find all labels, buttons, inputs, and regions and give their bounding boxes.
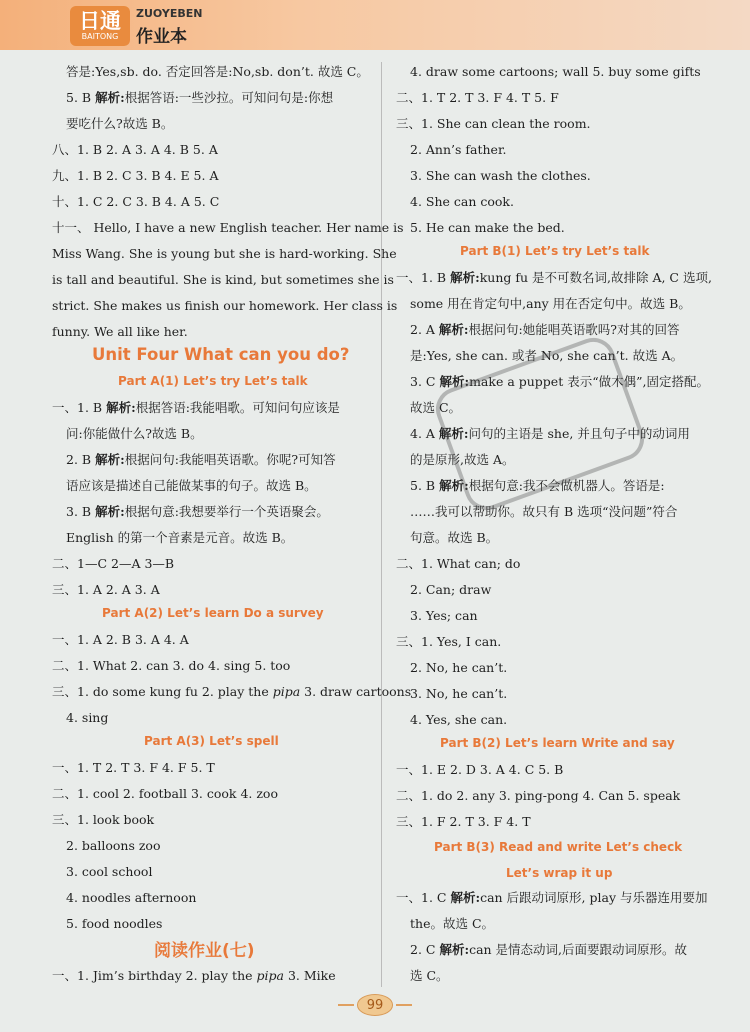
answer-line: 九、1. B 2. C 3. B 4. E 5. A [52,168,219,183]
answer-line: 三、1. look book [52,812,155,827]
answer-line: ……我可以帮助你。故只有 B 选项“没问题”符合 [410,504,678,519]
answer-line: strict. She makes us finish our homework. Her class is [52,298,398,313]
answer-line: 3. No, he can’t. [410,686,508,701]
section-heading: Part B(2) Let’s learn Write and say [440,736,675,750]
logo-main-text: 日通 [79,9,121,33]
column-divider [381,62,382,987]
section-heading: Let’s wrap it up [506,866,613,880]
answer-line: 3. cool school [66,864,153,879]
answer-line: 一、1. C 解析:can 后跟动词原形, play 与乐器连用要加 [396,890,708,905]
answer-line: 答是:Yes,sb. do. 否定回答是:No,sb. don’t. 故选 C。 [66,64,369,79]
answer-line: some 用在肯定句中,any 用在否定句中。故选 B。 [410,296,691,311]
answer-line: 5. He can make the bed. [410,220,565,235]
answer-line: 4. sing [66,710,109,725]
answer-line: 是:Yes, she can. 或者 No, she can’t. 故选 A。 [410,348,684,363]
answer-line: 一、1. E 2. D 3. A 4. C 5. B [396,762,564,777]
unit-title: Unit Four What can you do? [92,345,350,364]
answer-line: 选 C。 [410,968,449,983]
answer-line: 一、1. B 解析:kung fu 是不可数名词,故排除 A, C 选项, [396,270,712,285]
header-banner [0,0,750,50]
answer-line: 二、1. cool 2. football 3. cook 4. zoo [52,786,278,801]
reading-title: 阅读作业(七) [154,941,255,961]
answer-line: 一、1. A 2. B 3. A 4. A [52,632,189,647]
answer-line: 一、1. T 2. T 3. F 4. F 5. T [52,760,215,775]
ornament-left [338,1004,354,1006]
brand-logo [70,6,130,46]
answer-line: 三、1. F 2. T 3. F 4. T [396,814,531,829]
answer-line: 3. She can wash the clothes. [410,168,591,183]
answer-line: 2. B 解析:根据问句:我能唱英语歌。你呢?可知答 [66,452,336,467]
answer-line: 2. A 解析:根据问句:她能唱英语歌吗?对其的回答 [410,322,680,337]
section-heading: Part B(3) Read and write Let’s check [434,840,683,854]
ornament-right [396,1004,412,1006]
answer-line: 2. balloons zoo [66,838,161,853]
answer-line: 一、1. Jim’s birthday 2. play the pipa 3. Mike [52,968,336,983]
logo-sub-text: BAITONG [81,32,119,41]
answer-line: 三、1. do some kung fu 2. play the pipa 3. draw cartoons [52,684,412,699]
answer-line: 十、1. C 2. C 3. B 4. A 5. C [52,194,220,209]
answer-line: 5. food noodles [66,916,163,931]
answer-line: 4. A 解析:问句的主语是 she, 并且句子中的动词用 [410,426,690,441]
answer-line: 语应该是描述自己能做某事的句子。故选 B。 [66,478,317,493]
brand-chinese: 作业本 [136,27,187,47]
answer-line: 问:你能做什么?故选 B。 [66,426,203,441]
answer-line: 4. noodles afternoon [66,890,197,905]
answer-line: 5. B 解析:根据句意:我不会做机器人。答语是: [410,478,665,493]
answer-line: Miss Wang. She is young but she is hard-working. She [52,246,397,261]
answer-line: 5. B 解析:根据答语:一些沙拉。可知问句是:你想 [66,90,334,105]
answer-line: English 的第一个音素是元音。故选 B。 [66,530,294,545]
answer-line: 4. draw some cartoons; wall 5. buy some gifts [410,64,701,79]
answer-line: 二、1. What 2. can 3. do 4. sing 5. too [52,658,291,673]
answer-line: 二、1. What can; do [396,556,521,571]
answer-line: 二、1. T 2. T 3. F 4. T 5. F [396,90,559,105]
page-number: 99 [357,994,394,1016]
answer-line: 2. Can; draw [410,582,492,597]
answer-line: 二、1. do 2. any 3. ping-pong 4. Can 5. speak [396,788,681,803]
answer-line: 2. C 解析:can 是情态动词,后面要跟动词原形。故 [410,942,688,957]
answer-line: 3. Yes; can [410,608,478,623]
answer-line: 三、1. Yes, I can. [396,634,502,649]
section-heading: Part A(2) Let’s learn Do a survey [102,606,324,620]
answer-line: 八、1. B 2. A 3. A 4. B 5. A [52,142,218,157]
answer-line: 3. C 解析:make a puppet 表示“做木偶”,固定搭配。 [410,374,709,389]
answer-line: is tall and beautiful. She is kind, but sometimes she is [52,272,394,287]
answer-line: 故选 C。 [410,400,462,415]
answer-line: 要吃什么?故选 B。 [66,116,174,131]
answer-line: 句意。故选 B。 [410,530,499,545]
answer-line: the。故选 C。 [410,916,495,931]
section-heading: Part A(1) Let’s try Let’s talk [118,374,308,388]
answer-line: 2. No, he can’t. [410,660,508,675]
answer-line: 二、1—C 2—A 3—B [52,556,175,571]
brand-english: ZUOYEBEN [136,7,203,20]
answer-line: 一、1. B 解析:根据答语:我能唱歌。可知问句应该是 [52,400,340,415]
section-heading: Part B(1) Let’s try Let’s talk [460,244,650,258]
page-number-badge [335,992,415,1018]
answer-line: 的是原形,故选 A。 [410,452,515,467]
section-heading: Part A(3) Let’s spell [144,734,279,748]
answer-line: 2. Ann’s father. [410,142,507,157]
answer-line: funny. We all like her. [52,324,188,339]
answer-line: 三、1. She can clean the room. [396,116,591,131]
answer-line: 3. B 解析:根据句意:我想要举行一个英语聚会。 [66,504,329,519]
answer-line: 三、1. A 2. A 3. A [52,582,160,597]
answer-line: 十一、 Hello, I have a new English teacher. Her name is [52,220,404,235]
answer-line: 4. Yes, she can. [410,712,508,727]
answer-line: 4. She can cook. [410,194,514,209]
